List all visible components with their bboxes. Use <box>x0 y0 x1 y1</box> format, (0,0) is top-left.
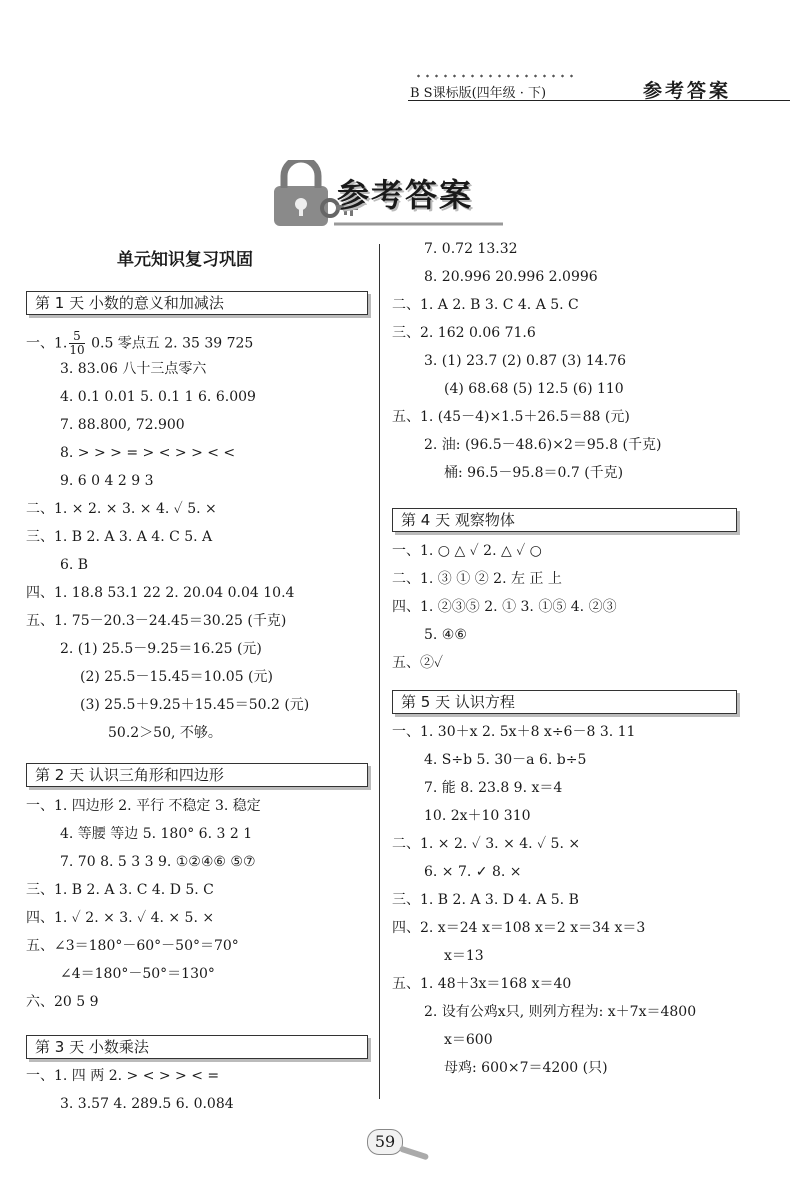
answer-line: ∠4＝180°－50°＝130° <box>60 966 215 982</box>
section-header-day4: 第 4 天 观察物体 <box>392 508 737 532</box>
fraction-numerator: 5 <box>69 330 84 344</box>
answer-line: x＝13 <box>444 948 484 964</box>
answer-line: 2. (1) 25.5－9.25＝16.25 (元) <box>60 641 262 657</box>
answer-line: 三、1. B 2. A 3. A 4. C 5. A <box>26 529 213 545</box>
answer-line: (4) 68.68 (5) 12.5 (6) 110 <box>444 381 624 397</box>
header-dot-rule <box>414 73 574 79</box>
answer-line: 50.2＞50, 不够。 <box>108 725 222 741</box>
banner-title: 参考答案 <box>337 176 474 214</box>
answer-line: 一、1. 30＋x 2. 5x＋8 x÷6－8 3. 11 <box>392 724 636 740</box>
answer-line <box>26 330 253 357</box>
answer-line: 7. 能 8. 23.8 9. x＝4 <box>424 780 563 796</box>
answer-line: 二、1. × 2. ✓ 3. × 4. ✓ 5. × <box>392 836 581 852</box>
fraction <box>69 330 84 357</box>
answer-line: 3. (1) 23.7 (2) 0.87 (3) 14.76 <box>424 353 626 369</box>
left-column-title: 单元知识复习巩固 <box>117 250 253 270</box>
answer-line: x＝600 <box>444 1032 493 1048</box>
answer-line: 10. 2x＋10 310 <box>424 808 531 824</box>
answer-line-prefix: 一、1. <box>26 335 68 352</box>
answer-line: 7. 0.72 13.32 <box>424 241 518 257</box>
answer-line: 7. 88.800, 72.900 <box>60 417 185 433</box>
answer-line: 一、1. ○ △ ✓ 2. △ ✓ ○ <box>392 543 542 559</box>
answer-line: 四、1. 18.8 53.1 22 2. 20.04 0.04 10.4 <box>26 585 295 601</box>
section-header-day5: 第 5 天 认识方程 <box>392 690 737 714</box>
answer-line: 五、1. 48＋3x＝168 x＝40 <box>392 976 572 992</box>
answer-line: 2. 油: (96.5－48.6)×2＝95.8 (千克) <box>424 437 662 453</box>
answer-line: 一、1. 四 两 2. > < > > < = <box>26 1068 220 1084</box>
answer-line: 5. ④⑥ <box>424 627 467 643</box>
answer-line: 三、2. 162 0.06 71.6 <box>392 325 536 341</box>
answer-line: 4. 等腰 等边 5. 180° 6. 3 2 1 <box>60 826 253 842</box>
answer-line: 2. 设有公鸡x只, 则列方程为: x＋7x＝4800 <box>424 1004 697 1020</box>
answer-line: 4. S÷b 5. 30－a 6. b÷5 <box>424 752 587 768</box>
fraction-denominator: 10 <box>69 343 85 357</box>
answer-line: 四、1. ②③⑤ 2. ① 3. ①⑤ 4. ②③ <box>392 599 617 615</box>
magnifier-handle-icon <box>399 1146 429 1161</box>
answer-line: 3. 3.57 4. 289.5 6. 0.084 <box>60 1096 234 1112</box>
answer-line: 五、1. (45－4)×1.5＋26.5＝88 (元) <box>392 409 630 425</box>
answer-line: 9. 6 0 4 2 9 3 <box>60 473 154 489</box>
answer-line: (3) 25.5＋9.25＋15.45＝50.2 (元) <box>80 697 310 713</box>
answer-line: 6. × 7. ✓ 8. × <box>424 864 522 880</box>
answer-line-rest: 0.5 零点五 2. 35 39 725 <box>91 335 254 352</box>
answer-line: 3. 83.06 八十三点零六 <box>60 361 207 377</box>
answer-line: 二、1. ③ ① ② 2. 左 正 上 <box>392 571 562 587</box>
answer-line: 8. > > > = > < > > < < <box>60 445 236 461</box>
answer-line: 桶: 96.5－95.8＝0.7 (千克) <box>444 465 624 481</box>
answer-line: 7. 70 8. 5 3 3 9. ①②④⑥ ⑤⑦ <box>60 854 256 870</box>
edition-label: B S课标版(四年级 · 下) <box>410 86 547 101</box>
answer-line: 五、②✓ <box>392 655 444 671</box>
answer-line: 8. 20.996 20.996 2.0996 <box>424 269 598 285</box>
header-title: 参考答案 <box>643 80 732 102</box>
page-number: 59 <box>367 1129 403 1155</box>
section-header-day1: 第 1 天 小数的意义和加减法 <box>26 291 368 315</box>
answer-line: 二、1. A 2. B 3. C 4. A 5. C <box>392 297 579 313</box>
answer-line: 6. B <box>60 557 89 573</box>
answer-line: 一、1. 四边形 2. 平行 不稳定 3. 稳定 <box>26 798 261 814</box>
answer-line: 母鸡: 600×7＝4200 (只) <box>444 1060 608 1076</box>
header-rule <box>408 100 790 101</box>
answer-line: 五、1. 75－20.3－24.45＝30.25 (千克) <box>26 613 287 629</box>
answer-line: 六、20 5 9 <box>26 994 99 1010</box>
column-divider <box>379 244 380 1099</box>
answer-line: 四、2. x＝24 x＝108 x＝2 x＝34 x＝3 <box>392 920 646 936</box>
answer-line: 五、∠3＝180°－60°－50°＝70° <box>26 938 239 954</box>
answer-line: 三、1. B 2. A 3. C 4. D 5. C <box>26 882 214 898</box>
section-header-day3: 第 3 天 小数乘法 <box>26 1035 368 1059</box>
section-header-day2: 第 2 天 认识三角形和四边形 <box>26 763 368 787</box>
answer-line: 二、1. × 2. × 3. × 4. ✓ 5. × <box>26 501 217 517</box>
answer-line: 4. 0.1 0.01 5. 0.1 1 6. 6.009 <box>60 389 256 405</box>
answer-line: 四、1. ✓ 2. × 3. ✓ 4. × 5. × <box>26 910 215 926</box>
answer-line: (2) 25.5－15.45＝10.05 (元) <box>80 669 273 685</box>
answer-line: 三、1. B 2. A 3. D 4. A 5. B <box>392 892 579 908</box>
